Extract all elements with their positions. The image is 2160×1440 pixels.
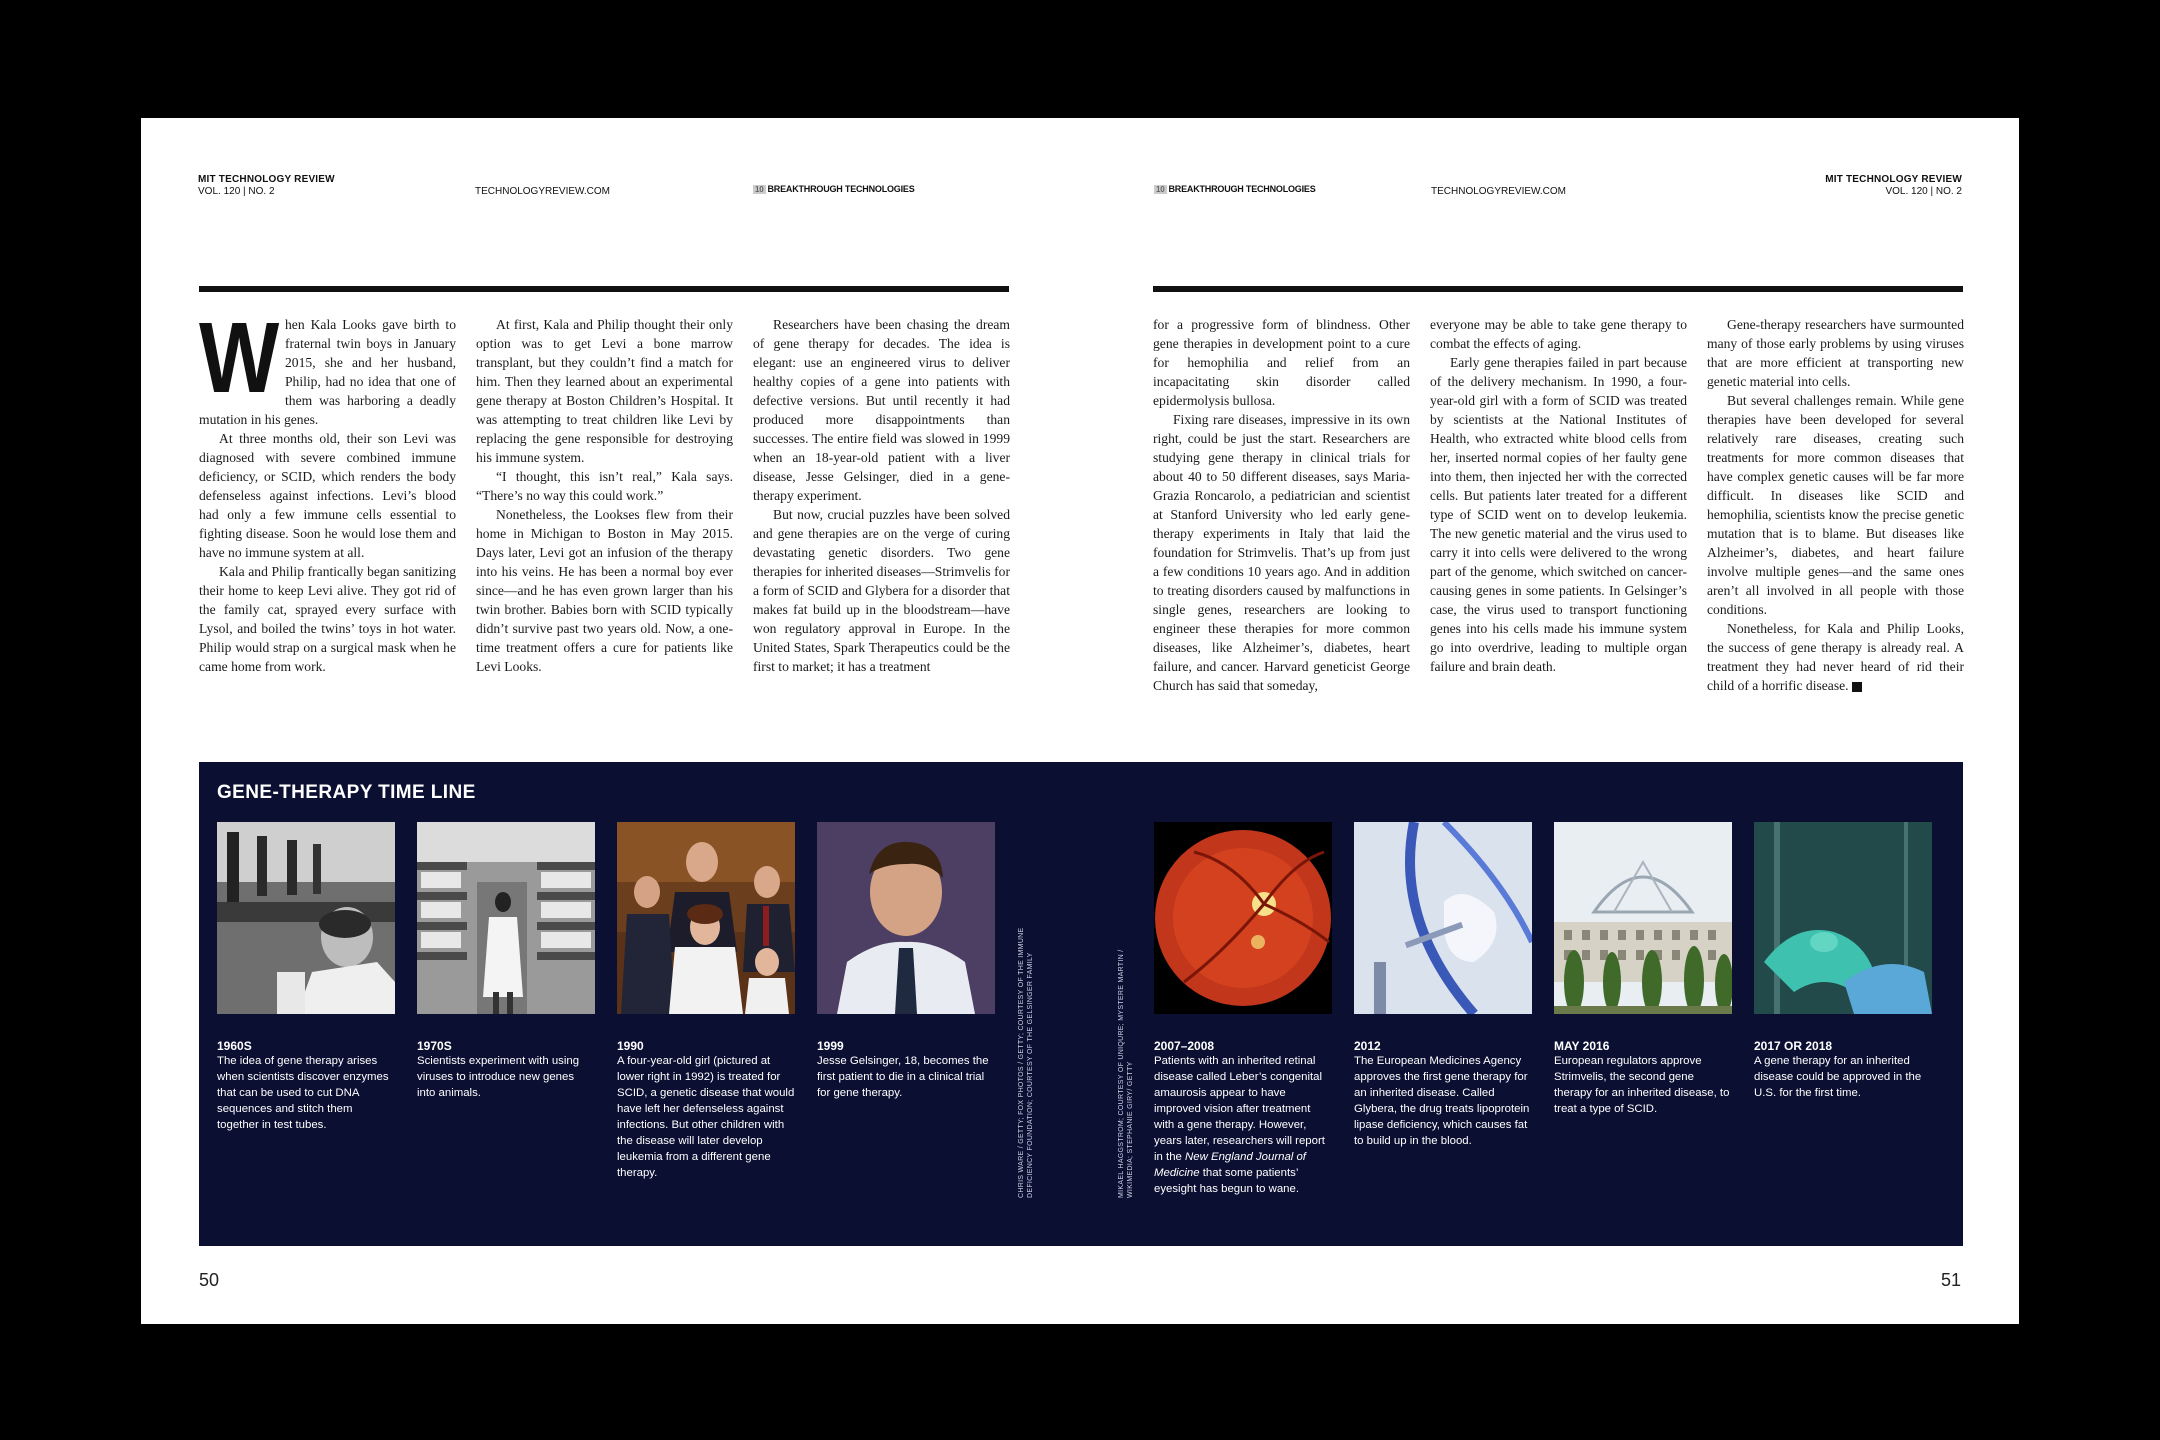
right-rule [1153,286,1963,292]
gene-therapy-timeline [199,762,1963,1246]
right-url[interactable]: TECHNOLOGYREVIEW.COM [1431,186,1567,197]
timeline-description: A gene therapy for an inherited disease could be approved in the U.S. for the first time. [1754,1055,1922,1099]
drop-cap: W [199,302,275,414]
gloved-hands-photo [1754,822,1932,1014]
left-section-number: 10 [755,185,764,194]
right-section-label [1154,184,1316,194]
left-section-label [753,184,915,194]
timeline-item-1960s [217,822,395,1133]
timeline-year: 1999 [817,1039,844,1053]
timeline-item-2007-2008 [1154,822,1332,1197]
timeline-year: 2007–2008 [1154,1039,1215,1053]
paragraph: Fixing rare diseases, impressive in its own right, could be just the start. Researchers are studying gene therapy in clinical trials for about 40 to 50 different diseases, says Maria-Grazia Roncarolo, a pediatrician and scientist at Stanford University who led early gene-therapy experiments in Italy that laid the foundation for Strimvelis. That’s up from just a few conditions 10 years ago. And in addition to treating disorders caused by malfunctions in single genes, researchers are looking to engineer these therapies for more common diseases, like Alzheimer’s, diabetes, heart failure, and cancer. Harvard geneticist George Church has said that someday, [1153,412,1410,693]
paragraph: At three months old, their son Levi was diagnosed with severe combined immune deficiency, or SCID, which renders the body defenseless against infections. Levi’s blood had only a few immune cells essential to fighting disease. Soon he would lose them and have no immune system at all. [199,431,456,560]
timeline-description: The idea of gene therapy arises when scientists discover enzymes that can be used to cut DNA sequences and stitch them together in test tubes. [217,1055,389,1131]
end-mark-icon: + [1852,682,1862,692]
timeline-item-1999 [817,822,995,1101]
lab-scientist-photo [217,822,395,1014]
timeline-description: European regulators approve Strimvelis, the second gene therapy for an inherited disease, to treat a type of SCID. [1554,1055,1730,1115]
timeline-description: The European Medicines Agency approves the first gene therapy for an inherited disease. Called Glybera, the drug treats lipoprotein lipase deficiency, which causes fat to build up in the blood. [1354,1055,1530,1147]
timeline-year: MAY 2016 [1554,1039,1610,1053]
left-rule [199,286,1009,292]
patient-group-photo [617,822,795,1014]
jesse-gelsinger-portrait [817,822,995,1014]
timeline-year: 1960S [217,1039,252,1053]
photo-credit-left: CHRIS WARE / GETTY; FOX PHOTOS / GETTY; COURTESY OF THE IMMUNE DEFICIENCY FOUNDATION; COURTESY OF THE GELSINGER FAMILY [1018,927,1034,1198]
retina-scan-photo [1154,822,1332,1014]
paragraph: Kala and Philip frantically began sanitizing their home to keep Levi alive. They got rid of the family cat, sprayed every surface with Lysol, and boiled the twins’ toys in hot water. Philip would strap on a surgical mask when he came home from work. [199,564,456,674]
paragraph: everyone may be able to take gene therapy to combat the effects of aging. [1430,317,1687,351]
timeline-item-2017-or-2018 [1754,822,1932,1101]
paragraph: Early gene therapies failed in part because of the delivery mechanism. In 1990, a four-year-old girl with a form of SCID was treated by scientists at the National Institutes of Health, who extracted white blood cells from her, inserted normal copies of her faulty gene into them, then injected her with the corrected cells. But patients later treated for a different type of SCID went on to develop leukemia. The new genetic material and the virus used to carry it into cells were delivered to the wrong part of the genome, which switched on cancer-causing genes in some patients. In Gelsinger’s case, the virus used to transport functioning genes into his cells made his immune system go into overdrive, leading to multiple organ failure and brain death. [1430,355,1687,674]
photo-credit-right: MIKAEL HAGGSTROM; COURTESY OF UNIQURE; MYSTERE MARTIN / WIKIMEDIA; STEPHANIE GIRY/ GETTY [1118,949,1134,1198]
right-section-number: 10 [1156,185,1165,194]
article-column-4 [1153,315,1410,695]
lab-equipment-photo [1354,822,1532,1014]
journal-name: New England Journal of Medicine [1154,1151,1306,1179]
paragraph: for a progressive form of blindness. Other gene therapies in development point to a cure for hemophilia and relief from an incapacitating skin disorder called epidermolysis bullosa. [1153,317,1410,408]
magazine-spread [141,118,2019,1324]
article-column-5 [1430,315,1687,676]
timeline-year: 2017 OR 2018 [1754,1039,1833,1053]
paragraph: “I thought, this isn’t real,” Kala says. “There’s no way this could work.” [476,469,733,503]
timeline-description: Jesse Gelsinger, 18, becomes the first patient to die in a clinical trial for gene therapy. [817,1055,989,1099]
paragraph: Gene-therapy researchers have surmounted many of those early problems by using viruses that are more efficient at transporting new genetic material into cells. [1707,317,1964,389]
right-section-text: BREAKTHROUGH TECHNOLOGIES [1168,184,1316,194]
timeline-item-may-2016 [1554,822,1732,1117]
paragraph: But several challenges remain. While gene therapies have been developed for several relatively rare diseases, creating such treatments for more common diseases that have complex genetic causes will be far more difficult. In diseases like SCID and hemophilia, scientists know the precise genetic mutation that is to blame. But diseases like Alzheimer’s, diabetes, and heart failure involve multiple genes—and the same ones aren’t all involved in all people with those conditions. [1707,393,1964,617]
timeline-year: 1990 [617,1039,644,1053]
paragraph: But now, crucial puzzles have been solved and gene therapies are on the verge of curing devastating genetic disorders. Two gene therapies for inherited diseases—Strimvelis for a form of SCID and Glybera for a disorder that makes fat build up in the bloodstream—have won regulatory approval in Europe. In the United States, Spark Therapeutics could be the first to market; it has a treatment [753,507,1010,674]
timeline-item-2012 [1354,822,1532,1149]
paragraph: hen Kala Looks gave birth to fraternal twin boys in January 2015, she and her husband, Philip, had no idea that one of them was harboring a deadly mutation in his genes. [199,317,456,427]
timeline-description: Patients with an inherited retinal disease called Leber’s congenital amaurosis appear to have improved vision after treatment with a gene therapy. However, years later, researchers will report in the New England Journal of Medicine that some patients’ eyesight has begun to wane. [1154,1055,1325,1195]
animal-lab-photo [417,822,595,1014]
left-section-text: BREAKTHROUGH TECHNOLOGIES [767,184,915,194]
right-masthead [1825,174,1962,198]
right-magazine-name: MIT TECHNOLOGY REVIEW [1825,174,1962,185]
page-number-left: 50 [199,1270,220,1290]
left-masthead [198,174,335,198]
paragraph: Nonetheless, the Lookses flew from their home in Michigan to Boston in May 2015. Days later, Levi got an infusion of the therapy into his veins. He has been a normal boy ever since—and he has even grown larger than his twin brother. Babies born with SCID typically didn’t survive past two years old. Now, a one-time treatment offers a cure for patients like Levi Looks. [476,507,733,674]
left-url[interactable]: TECHNOLOGYREVIEW.COM [475,186,611,197]
timeline-item-1970s [417,822,595,1101]
left-magazine-name: MIT TECHNOLOGY REVIEW [198,174,335,185]
building-photo [1554,822,1732,1014]
paragraph: Nonetheless, for Kala and Philip Looks, the success of gene therapy is already real. A treatment they had never heard of rid their child of a horrific disease. [1707,621,1964,693]
article-column-2 [476,315,733,676]
page-number-right: 51 [1940,1270,1961,1290]
article-column-3 [753,315,1010,676]
timeline-description: A four-year-old girl (pictured at lower right in 1992) is treated for SCID, a genetic disease that would have left her defenseless against infections. But other children with the disease will later develop leukemia from a different gene therapy. [617,1055,795,1179]
article-column-6 [1707,315,1964,695]
timeline-title: GENE-THERAPY TIME LINE [217,782,476,803]
timeline-year: 2012 [1354,1039,1381,1053]
timeline-description: Scientists experiment with using viruses to introduce new genes into animals. [417,1055,580,1099]
paragraph: Researchers have been chasing the dream of gene therapy for decades. The idea is elegant: use an engineered virus to deliver healthy copies of a gene into patients with defective versions. But until recently it had produced more disappointments than successes. The entire field was slowed in 1999 when an 18-year-old patient with a liver disease, Jesse Gelsinger, died in a gene-therapy experiment. [753,317,1010,503]
paragraph: At first, Kala and Philip thought their only option was to get Levi a bone marrow transplant, but they couldn’t find a match for him. Then they learned about an experimental gene therapy at Boston Children’s Hospital. It was attempting to treat children like Levi by replacing the gene responsible for destroying his immune system. [476,317,733,465]
timeline-year: 1970S [417,1039,452,1053]
article-column-1 [199,302,456,676]
left-volume: VOL. 120 | NO. 2 [198,186,275,197]
timeline-item-1990 [617,822,795,1181]
right-volume: VOL. 120 | NO. 2 [1885,186,1962,197]
